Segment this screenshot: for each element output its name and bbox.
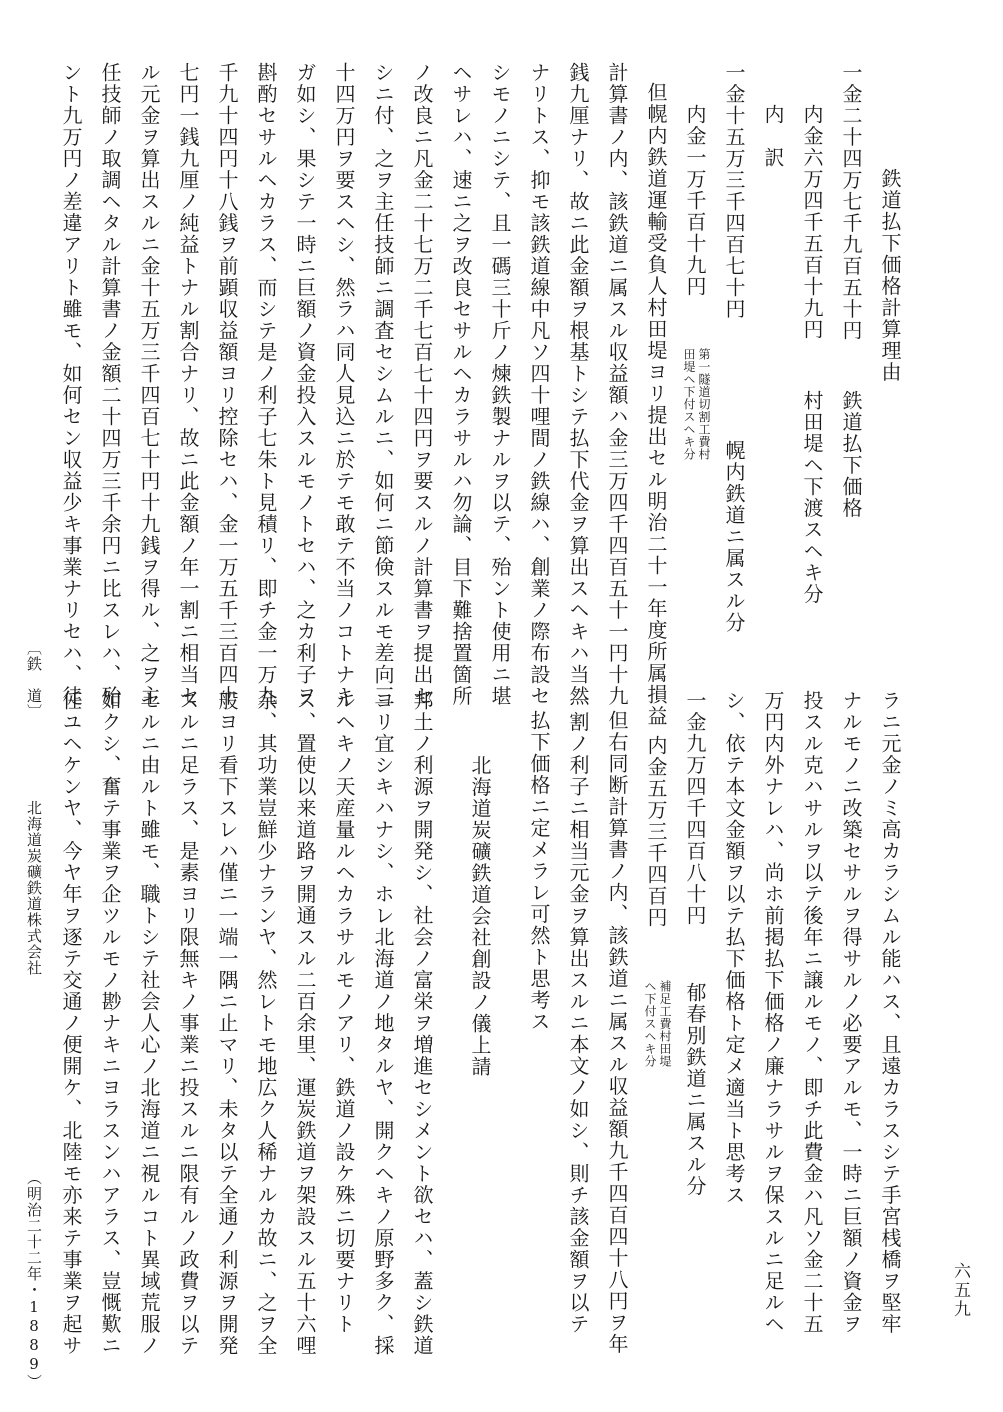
body-line: 但幌内鉄道運輸受負人村田堤ヨリ提出セル明治二十一年度所属損益	[644, 82, 668, 727]
footer-company: 北海道炭礦鉄道株式会社	[25, 800, 43, 976]
body-line: 任技師ノ取調ヘタル計算書ノ金額二十四万三千余円ニ比スレハ、殆	[98, 62, 122, 707]
body-line: 七円一銭九厘ノ純益トナル割合ナリ、故ニ此金額ノ年一割ニ相当セ	[176, 62, 200, 707]
price-line: 内金六万四千五百十九円	[800, 104, 824, 341]
section-title: 鉄道払下価格計算理由	[878, 168, 902, 383]
body-line: 投スル克ハサルヲ以テ後年ニ譲ルモノ、即チ此費金ハ凡ソ金二十五	[800, 690, 824, 1335]
body-line: ナルモノニ改築セサルヲ得サルノ必要アルモ、一時ニ巨額ノ資金ヲ	[839, 690, 863, 1335]
price-line-label: 幌内鉄道ニ属スル分	[722, 440, 746, 634]
price-line: 一金十五万三千四百七十円	[722, 62, 746, 320]
small-note: 補足工費村田堤	[658, 980, 672, 1068]
price-line: 一金九万四千四百八十円	[683, 690, 707, 927]
body-line: スルニ足ラス、是素ヨリ限無キノ事業ニ投スルニ限有ルノ政費ヲ以テ	[176, 690, 200, 1357]
body-line: ルヘキノ天産量ルヘカラサルモノアリ、鉄道ノ設ケ殊ニ切要ナリト	[332, 690, 356, 1335]
body-line: ノ改良ニ凡金二十七万二千七百七十四円ヲ要スルノ計算書ヲ提出セ	[410, 62, 434, 707]
body-line: ス、置使以来道路ヲ開通スル二百余里、運炭鉄道ヲ架設スル五十六哩	[293, 690, 317, 1357]
body-line: セルニ由ルト雖モ、職トシテ社会人心ノ北海道ニ視ルコト異域荒服ノ	[137, 690, 161, 1357]
body-line: シニ付、之ヲ主任技師ニ調査セシムルニ、如何ニ節倹スルモ差向三	[371, 62, 395, 707]
price-line-label: 郁春別鉄道ニ属スル分	[683, 982, 707, 1197]
body-line: ヘサレハ、速ニ之ヲ改良セサルヘカラサルハ勿論、目下難捨置箇所	[449, 62, 473, 707]
section-title: 北海道炭礦鉄道会社創設ノ儀上請	[468, 755, 492, 1078]
body-line: ガ如シ、果シテ一時ニ巨額ノ資金投入スルモノトセハ、之カ利子ヲ	[293, 62, 317, 707]
body-line: シ、依テ本文金額ヲ以テ払下価格ト定メ適当ト思考ス	[722, 690, 746, 1206]
body-line: ヨリ宜シキハナシ、ホレ北海道ノ地タルヤ、開クヘキノ原野多ク、採	[371, 690, 395, 1357]
body-line: 如クシ、奮テ事業ヲ企ツルモノ尠ナキニヨラスンハアラス、豈慨歎ニ	[98, 690, 122, 1357]
page-number: 六五九	[950, 1262, 970, 1319]
body-line: 払下価格ニ定メラレ可然ト思考ス	[527, 710, 551, 1033]
body-line: ナリトス、抑モ該鉄道線中凡ソ四十哩間ノ鉄線ハ、創業ノ際布設セ	[527, 62, 551, 707]
body-line: 十四万円ヲ要スヘシ、然ラハ同人見込ニ於テモ敢テ不当ノコトナキ	[332, 62, 356, 707]
body-line: 千九十四円十八銭ヲ前顕収益額ヨリ控除セハ、金一万五千三百四十	[215, 62, 239, 707]
body-line: 万円内外ナレハ、尚ホ前掲払下価格ノ廉ナラサルヲ保スルニ足ルヘ	[761, 690, 785, 1335]
body-line: シモノニシテ、且一碼三十斤ノ煉鉄製ナルヲ以テ、殆ント使用ニ堪	[488, 62, 512, 707]
small-note: 田堤ヘ下付スヘキ分	[682, 348, 696, 461]
price-line: 内金五万三千四百円	[644, 735, 668, 929]
body-line: 余、其功業豈鮮少ナランヤ、然レトモ地広ク人稀ナルカ故ニ、之ヲ全	[254, 690, 278, 1357]
small-note: ヘ下付スヘキ分	[643, 980, 657, 1068]
body-line: 銭九厘ナリ、故ニ此金額ヲ根基トシテ払下代金ヲ算出スヘキハ当然	[566, 62, 590, 707]
price-line-label: 鉄道払下価格	[839, 390, 863, 519]
footer-section: 〔鉄 道〕	[25, 640, 43, 720]
body-line: 般ヨリ看下スレハ僅ニ一端一隅ニ止マリ、未タ以テ全通ノ利源ヲ開発	[215, 690, 239, 1357]
body-line: ント九万円ノ差違アリト雖モ、如何セン収益少キ事業ナリセハ、徒	[59, 62, 83, 707]
footer-date: （明治二十二年・1889）	[25, 1170, 43, 1390]
small-note: 第一隧道切割工費村	[697, 348, 711, 461]
price-line: 一金二十四万七千九百五十円	[839, 62, 863, 342]
body-line: 邦土ノ利源ヲ開発シ、社会ノ富栄ヲ増進セシメント欲セハ、蓋シ鉄道	[410, 690, 434, 1357]
body-line: 一割ノ利子ニ相当元金ヲ算出スルニ本文ノ如シ、則チ該金額ヲ以テ	[566, 690, 590, 1335]
price-line-label: 村田堤ヘ下渡スヘキ分	[800, 390, 824, 605]
body-line: 斟酌セサルヘカラス、而シテ是ノ利子七朱ト見積リ、即チ金一万九	[254, 62, 278, 707]
breakdown-heading: 内 訳	[761, 104, 785, 169]
body-line: ラニ元金ノミ高カラシムル能ハス、且遠カラスシテ手宮桟橋ヲ堅牢	[878, 690, 902, 1335]
body-line: 任ユヘケンヤ、今ヤ年ヲ逐テ交通ノ便開ケ、北陸モ亦来テ事業ヲ起サ	[59, 690, 83, 1357]
body-line: 但右同断計算書ノ内、該鉄道ニ属スル収益額九千四百四十八円ヲ年	[605, 710, 629, 1355]
body-line: 計算書ノ内、該鉄道ニ属スル収益額ハ金三万四千四百五十一円十九	[605, 62, 629, 707]
price-line: 内金一万千百十九円	[683, 104, 707, 298]
body-line: ル元金ヲ算出スルニ金十五万三千四百七十円十九銭ヲ得ル、之ヲ主	[137, 62, 161, 707]
